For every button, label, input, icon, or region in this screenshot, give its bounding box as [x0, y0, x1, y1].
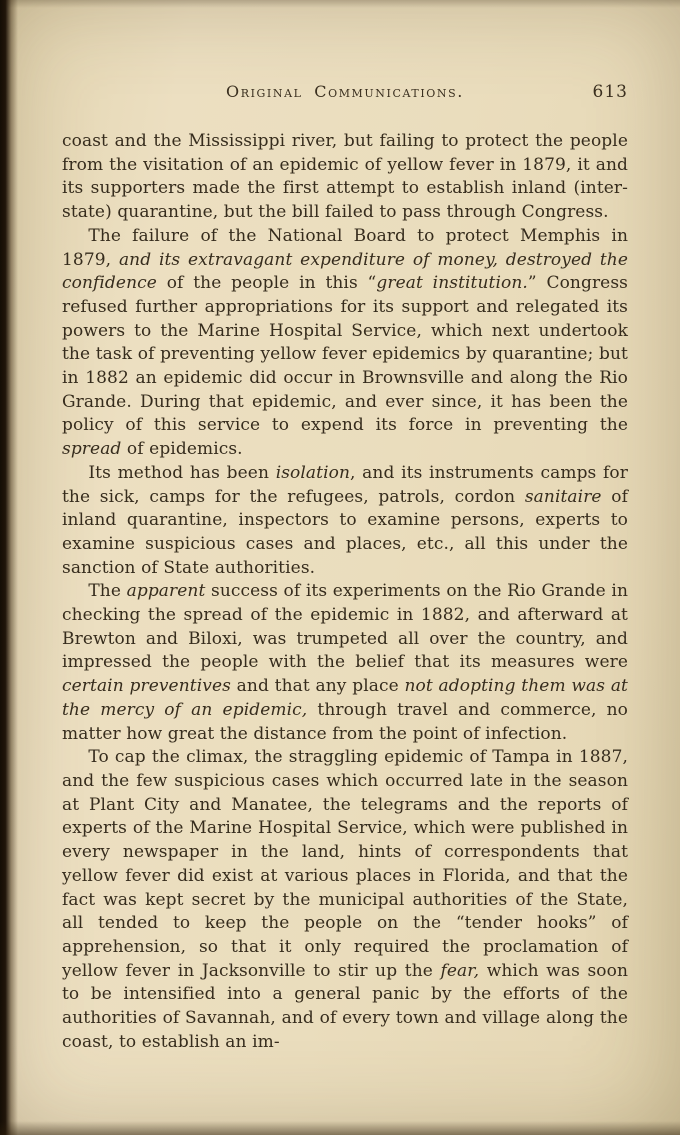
italic-text-run: spread	[62, 439, 122, 460]
page-header	[62, 82, 628, 106]
text-run: through travel and commerce, no matter how great the distance from the point of infection.	[62, 699, 628, 744]
text-run: The	[88, 581, 127, 602]
page-number: 613	[592, 82, 628, 102]
text-run: ” Congress refused further appropriations for its support and relegated its powers to the Marine Hospital Service, which next undertook the task of preventing yellow fever epidemics by quarantine; but in 1882 an epidemic did occur in Brownsville and along the Rio Grande. During that epidemic, and ever since, it has been the policy of this service to expend its force in preventing the	[62, 273, 628, 436]
italic-text-run: fear,	[440, 960, 480, 981]
italic-text-run: sanitaire	[524, 486, 602, 507]
text-run: and that any place	[230, 676, 405, 697]
text-run: To cap the climax, the straggling epidemic of Tampa in 1887, and the few suspicious cases which occurred late in the season at Plant City and Manatee, the telegrams and the reports of experts of the Marine Hospital Service, which were published in every newspaper in the land, hints of correspondents that yellow fever did exist at various places in Florida, and that the fact was kept secret by the municipal authorities of the State, all tended to keep the people on the “tender hooks” of apprehension, so that it only required the proclamation of yellow fever in Jacksonville to stir up the	[62, 747, 628, 981]
paragraph	[62, 462, 628, 581]
text-run: coast and the Mississippi river, but failing to protect the people from the visitation of an epidemic of yellow fever in 1879, it and its supporters made the first attempt to establish inland (inter-state) quarantine, but the bill failed to pass through Congress.	[62, 131, 628, 223]
italic-text-run: not adopting them was at the mercy of an epidemic,	[62, 676, 628, 720]
running-title: Original Communications.	[226, 82, 464, 101]
paragraph	[62, 225, 628, 462]
italic-text-run: apparent	[126, 581, 206, 602]
text-run: which was soon to be intensified into a general panic by the efforts of the authorities of Savannah, and of every town and village along the coast, to establish an im-	[62, 960, 629, 1052]
text-run: Its method has been	[88, 462, 276, 483]
paragraph	[62, 746, 628, 1054]
page-bottom-edge-shadow	[0, 1121, 680, 1135]
text-run: of the people in this “	[156, 273, 377, 294]
text-run: The failure of the National Board to protect Memphis in 1879,	[62, 225, 628, 270]
text-run: success of its experiments on the Rio Grande in checking the spread of the epidemic in 1882, and afterward at Brewton and Biloxi, was trumpeted all over the country, and impressed the people with the belief that its measures were	[62, 581, 628, 673]
page-body	[62, 130, 628, 1054]
italic-text-run: certain preventives	[62, 676, 231, 697]
text-run: of epidemics.	[121, 439, 243, 460]
paragraph	[62, 580, 628, 746]
text-run: , and its instruments camps for the sick, camps for the refugees, patrols, cordon	[62, 462, 628, 507]
italic-text-run: isolation	[275, 462, 351, 483]
text-run: of inland quarantine, inspectors to examine persons, experts to examine suspicious cases and places, etc., all this under the sanction of State authorities.	[62, 486, 628, 578]
paragraph	[62, 130, 628, 225]
italic-text-run: great institution.	[376, 273, 528, 294]
italic-text-run: and its extravagant expenditure of money, destroyed the confidence	[62, 249, 629, 294]
